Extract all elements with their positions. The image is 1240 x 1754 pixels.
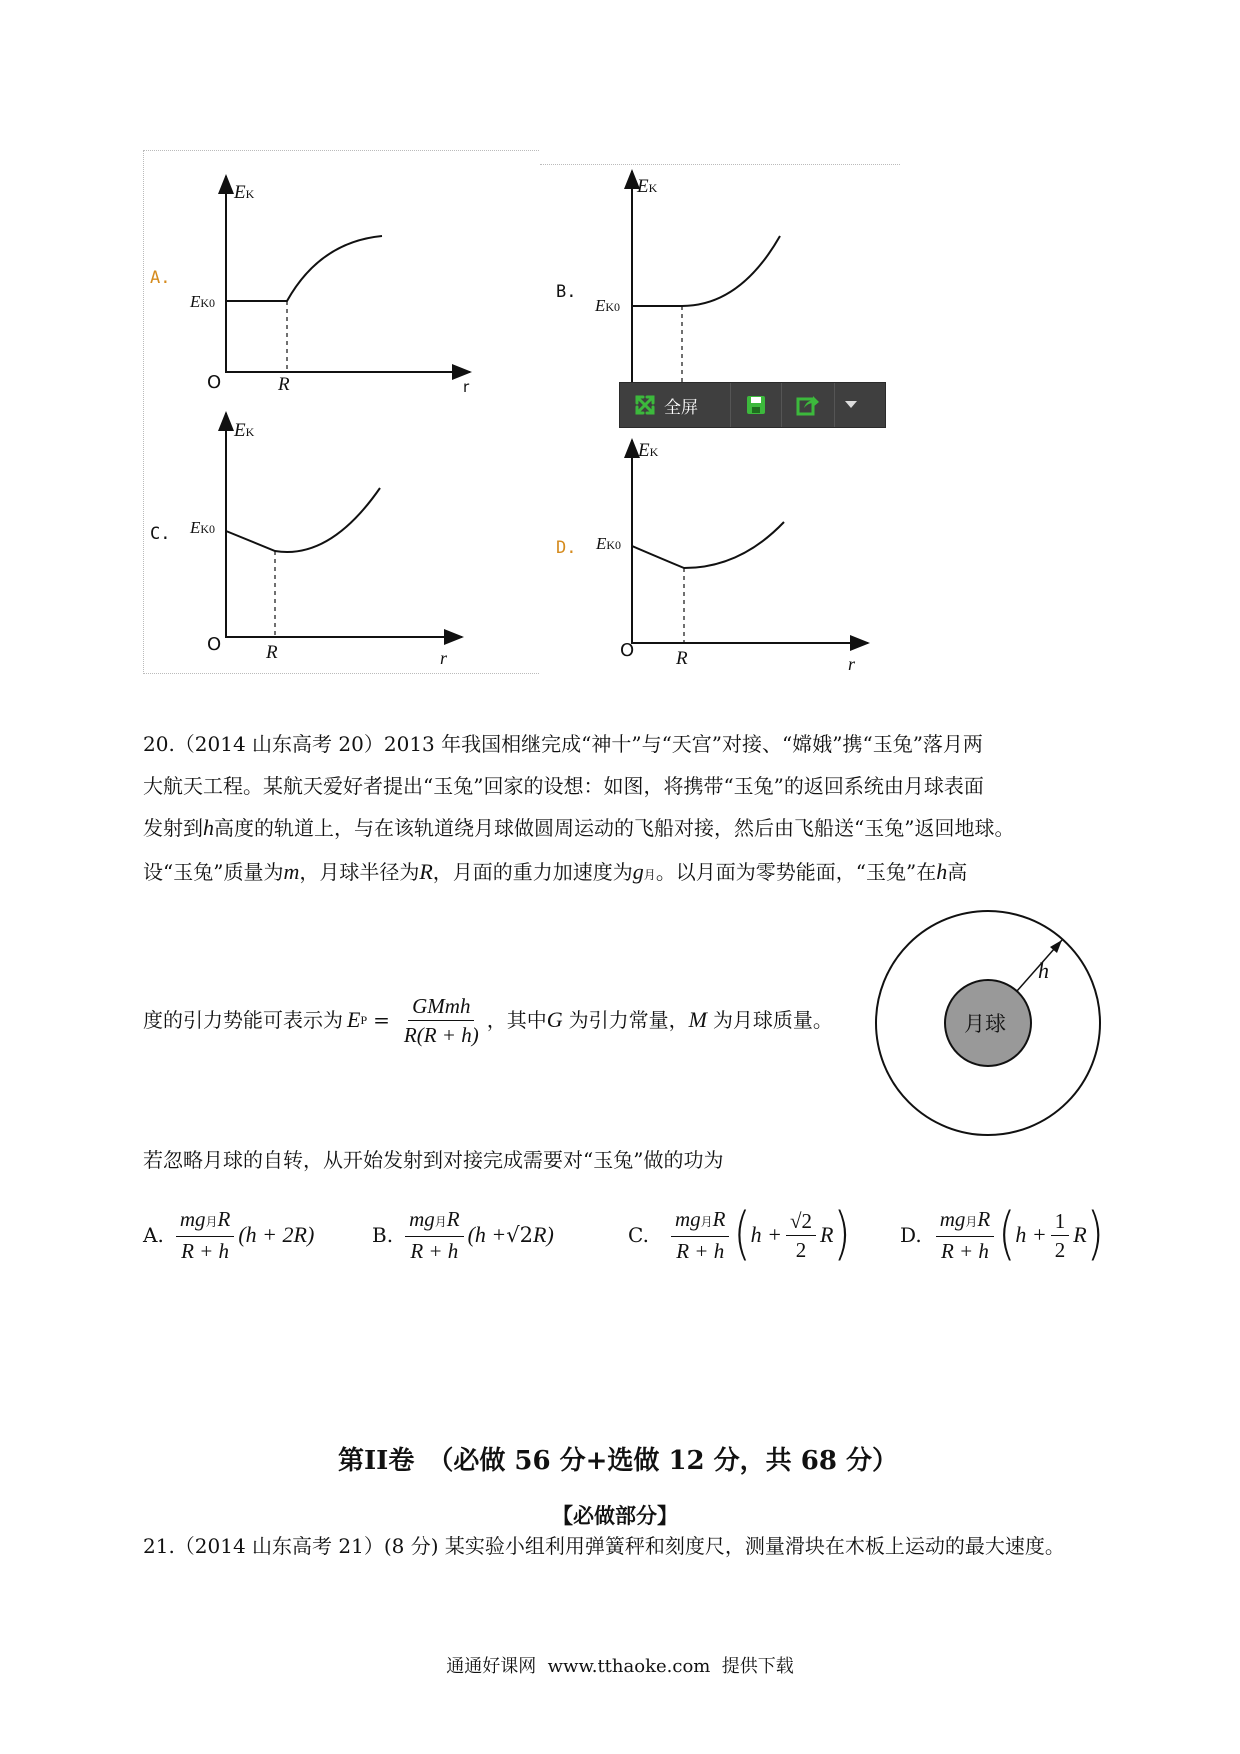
choice-a[interactable]: A. $\frac{\text{mg月R}}{R + h}$ (h + 2R)	[143, 1207, 315, 1263]
potential-energy-fraction: $\frac{\text{GMmh}}{R(R + h)}$	[403, 993, 479, 1047]
section-subtitle: 【必做部分】	[552, 1503, 678, 1528]
choice-d[interactable]: D. $\frac{\text{mg月R}}{R + h}$ ( h + $\frac{1}{2}$ R )	[900, 1201, 1104, 1268]
graph-c-xlabel: r	[440, 648, 448, 668]
graph-a-xlabel: r	[463, 378, 470, 396]
graph-a-option: A.	[150, 268, 171, 288]
save-icon	[745, 394, 767, 416]
section-title: 第II卷 （必做 56 分+选做 12 分，共 68 分）	[338, 1446, 898, 1476]
q20-line2: 大航天工程。某航天爱好者提出“玉兔”回家的设想：如图，将携带“玉兔”的返回系统由月球表面	[143, 774, 984, 798]
graph-a-curve	[226, 236, 382, 301]
q20-line6: 若忽略月球的自转，从开始发射到对接完成需要对“玉兔”做的功为	[143, 1148, 724, 1172]
q20-line1: 20.（2014 山东高考 20）2013 年我国相继完成“神十”与“天宫”对接、“嫦娥”携“玉兔”落月两	[143, 732, 983, 756]
graph-a-origin: O	[207, 372, 222, 393]
graph-d-xlabel: r	[848, 654, 856, 674]
graph-a-ek0: EK0	[190, 292, 216, 311]
caret-down-icon	[845, 401, 857, 409]
q20-line3: 发射到h高度的轨道上，与在该轨道绕月球做圆周运动的飞船对接，然后由飞船送“玉兔”返回地球。	[143, 815, 1015, 840]
graph-d-r: R	[676, 648, 688, 669]
q20-line4: 设“玉兔”质量为m，月球半径为R，月面的重力加速度为g月。以月面为零势能面，“玉兔”在h高	[143, 859, 968, 884]
share-button[interactable]	[782, 383, 835, 427]
image-toolbar	[619, 382, 886, 428]
graph-c-option: C.	[150, 524, 171, 544]
graph-b-ek0: EK0	[595, 296, 621, 315]
graphs-svg	[0, 0, 1240, 700]
page-footer: 通通好课网 www.tthaoke.com 提供下载	[446, 1656, 794, 1677]
choice-c[interactable]: C. $\frac{\text{mg月R}}{R + h}$ ( h + $\frac{√2}{2}$ R )	[628, 1201, 851, 1268]
q21-text: 21.（2014 山东高考 21）(8 分) 某实验小组利用弹簧秤和刻度尺，测量滑块在木板上运动的最大速度。	[143, 1534, 1065, 1558]
graph-c-r: R	[266, 642, 278, 663]
graph-d-curve	[632, 522, 784, 568]
graph-d-origin: O	[620, 640, 635, 661]
graph-a-ylabel: EK	[234, 182, 255, 203]
orbit-h-label: h	[1038, 958, 1049, 983]
graph-c-ek0: EK0	[190, 518, 216, 537]
graph-d-ylabel: EK	[638, 440, 659, 461]
graph-c-origin: O	[207, 634, 222, 655]
share-icon	[796, 394, 820, 416]
q20-line5: 度的引力势能可表示为 E P = $\frac{\text{GMmh}}{R(R + h)}$ ，其中 G 为引力常量， M 为月球质量。	[143, 993, 833, 1047]
graph-b-curve	[632, 236, 780, 306]
expand-icon	[634, 394, 656, 416]
fullscreen-label: 全屏	[664, 397, 698, 418]
save-button[interactable]	[731, 383, 782, 427]
more-dropdown[interactable]	[835, 383, 867, 427]
graph-b-option: B.	[556, 282, 577, 302]
fullscreen-button[interactable]	[620, 383, 731, 427]
graph-d-option: D.	[556, 538, 577, 558]
moon-label: 月球	[964, 1012, 1006, 1036]
graph-c-ylabel: EK	[234, 420, 255, 441]
graph-b-ylabel: EK	[637, 176, 658, 197]
choice-b[interactable]: B. $\frac{\text{mg月R}}{R + h}$ (h + √2 R)	[372, 1207, 554, 1263]
graph-c-curve	[226, 488, 380, 552]
graph-a-r: R	[278, 374, 290, 395]
graph-d-ek0: EK0	[596, 534, 622, 553]
